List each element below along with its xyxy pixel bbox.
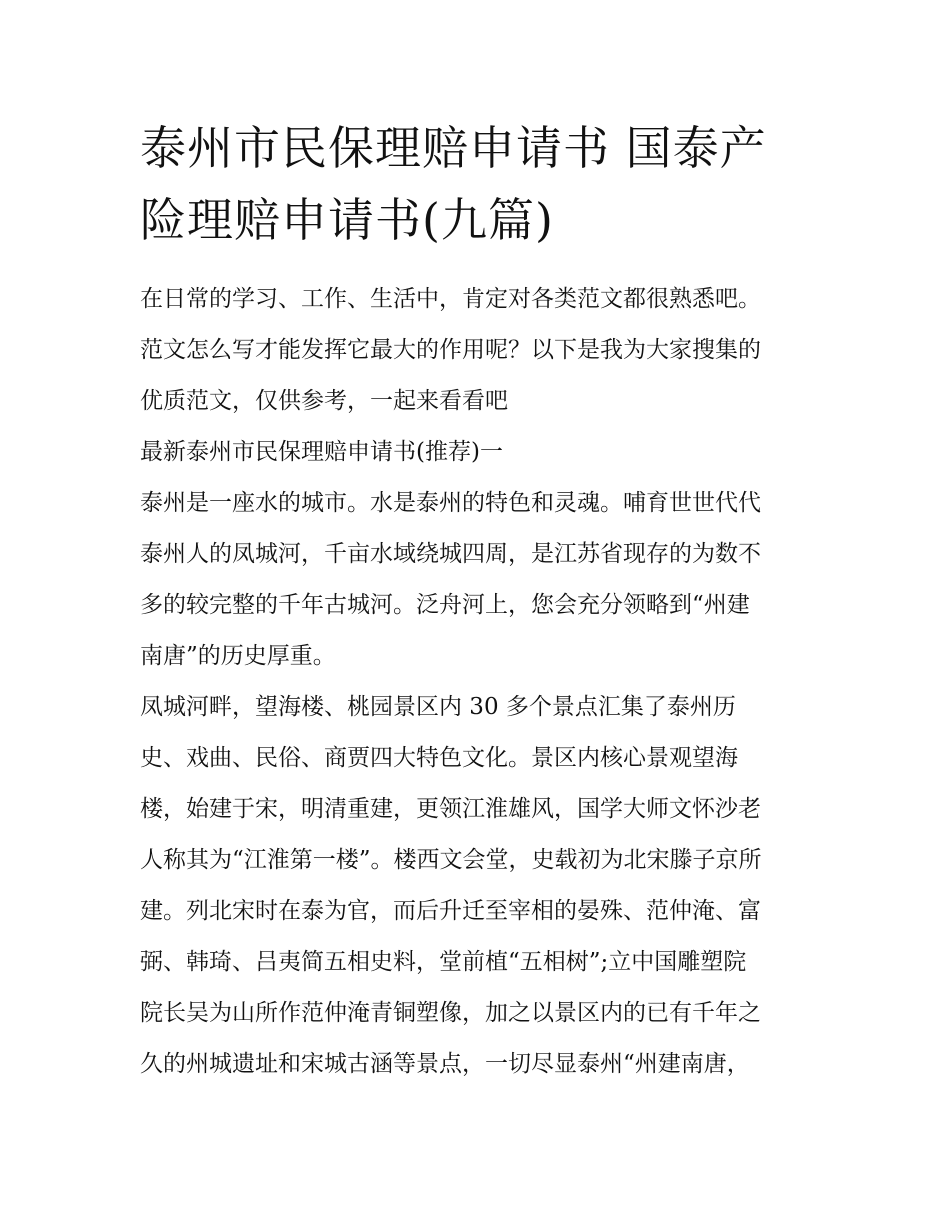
text-line: 史、戏曲、民俗、商贾四大特色文化。景区内核心景观望海 [140, 745, 738, 771]
text-line: 泰州是一座水的城市。水是泰州的特色和灵魂。哺育世世代代 [140, 490, 761, 516]
text-line: 多的较完整的千年古城河。泛舟河上，您会充分领略到“州建 [140, 592, 750, 618]
text-line: 泰州人的凤城河，千亩水域绕城四周，是江苏省现存的为数不 [140, 541, 761, 567]
body-paragraph-2 [140, 682, 820, 1090]
section-heading-text: 最新泰州市民保理赔申请书(推荐)一 [140, 439, 503, 465]
document-content [140, 112, 820, 1090]
text-line: 弼、韩琦、吕夷简五相史料，堂前植“五相树”;立中国雕塑院 [140, 949, 747, 975]
text-line: 人称其为“江淮第一楼”。楼西文会堂，史载初为北宋滕子京所 [140, 847, 762, 873]
text-line: 凤城河畔，望海楼、桃园景区内 30 多个景点汇集了泰州历 [140, 694, 736, 720]
text-line: 优质范文，仅供参考，一起来看看吧 [140, 388, 508, 414]
text-line: 院长吴为山所作范仲淹青铜塑像，加之以景区内的已有千年之 [140, 1000, 761, 1026]
body-paragraph-1 [140, 478, 820, 682]
intro-paragraph [140, 274, 820, 427]
text-line: 南唐”的历史厚重。 [140, 643, 336, 669]
document-title [140, 112, 820, 256]
section-heading [140, 427, 820, 478]
title-line: 险理赔申请书(九篇) [140, 193, 554, 247]
title-line: 泰州市民保理赔申请书 国泰产 [140, 121, 767, 175]
text-line: 在日常的学习、工作、生活中，肯定对各类范文都很熟悉吧。 [140, 286, 761, 312]
text-line: 楼，始建于宋，明清重建，更领江淮雄风，国学大师文怀沙老 [140, 796, 761, 822]
text-line: 建。列北宋时在泰为官，而后升迁至宰相的晏殊、范仲淹、富 [140, 898, 761, 924]
text-line: 久的州城遗址和宋城古涵等景点，一切尽显泰州“州建南唐， [140, 1051, 750, 1077]
text-line: 范文怎么写才能发挥它最大的作用呢？以下是我为大家搜集的 [140, 337, 761, 363]
